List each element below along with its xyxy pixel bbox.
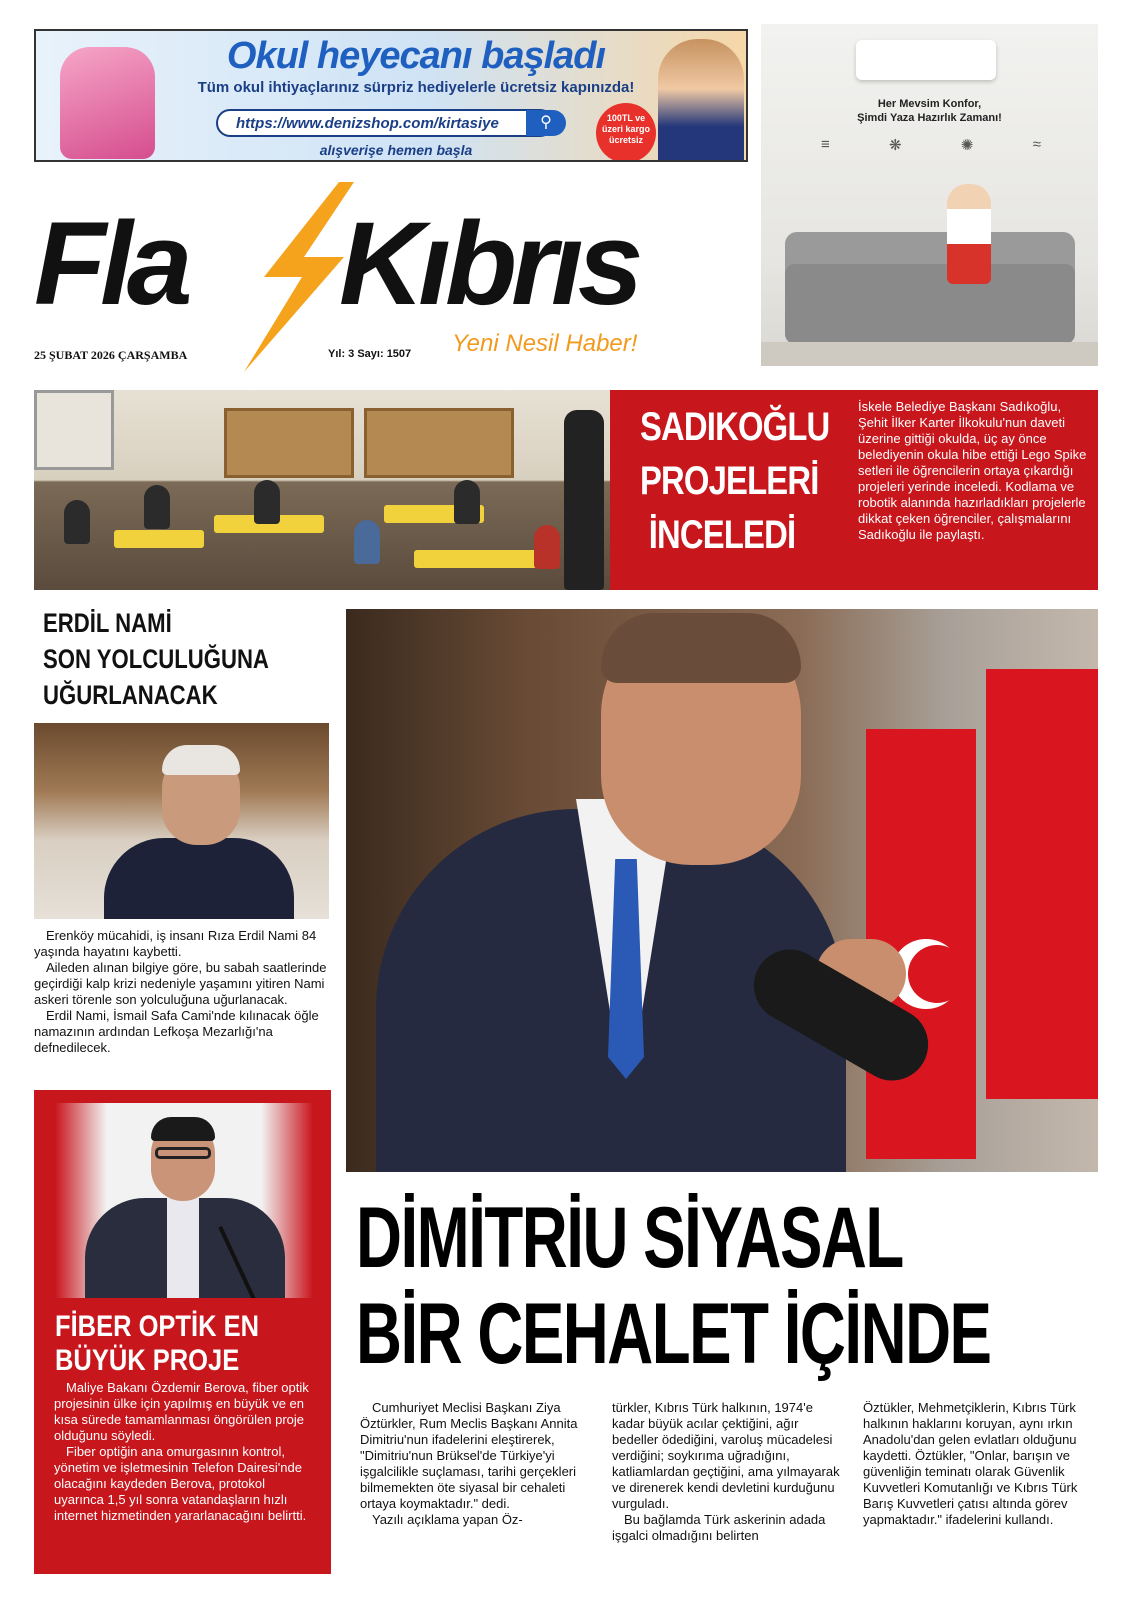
article-paragraph: Bu bağlamda Türk askerinin adada işgalci olmadığını belirten bbox=[612, 1512, 826, 1543]
fiber-headline[interactable] bbox=[55, 1310, 302, 1378]
schoolgirl-image bbox=[658, 39, 744, 162]
article-paragraph: Aileden alınan bilgiye göre, bu sabah saatlerinde geçirdiği kalp krizi nedeniyle yaşamını yitiren Nami askeri törenle son yolculuğuna uğurlanacak. bbox=[34, 960, 327, 1007]
main-article-column-3 bbox=[863, 1400, 1095, 1528]
main-article-column-2 bbox=[612, 1400, 844, 1544]
sadikoglu-article-text: İskele Belediye Başkanı Sadıkoğlu, Şehit İlker Karter İlkokulu'nun daveti üzerine gittiği okulda, üç ay önce belediyenin okula hibe ettiği Lego Spike setleri ile öğrencilerin ortaya çıkardığı projeleri yerinde inceledi. Kodlama ve robotik alanında hazırladıkları projelerle dikkat çeken öğrenciler, çalışmalarını Sadıkoğlu ile paylaştı. bbox=[858, 399, 1087, 542]
article-paragraph: Maliye Bakanı Özdemir Berova, fiber optik projesinin ülke için yapılmış en büyük ve en kısa sürede tamamlanması öngörülen proje olduğunu söyledi. bbox=[54, 1380, 309, 1443]
classroom-board bbox=[364, 408, 514, 478]
article-paragraph: türkler, Kıbrıs Türk halkının, 1974'e kadar büyük acılar çektiğini, ağır bedeller ödediğini, varoluş mücadelesi verdiğini; soykırıma uğradığını, katliamlardan geçtiğini, ama yılmayarak ve direnerek kendi devletini kurduğunu vurguladı. bbox=[612, 1400, 840, 1511]
ad-url-link[interactable]: https://www.denizshop.com/kirtasiye bbox=[216, 109, 554, 137]
headline-line: BÜYÜK PROJE bbox=[55, 1344, 240, 1377]
ac-ad-line1: Her Mevsim Konfor, bbox=[877, 98, 982, 110]
jumping-child-image bbox=[947, 184, 991, 284]
portrait-body bbox=[104, 838, 294, 919]
student bbox=[354, 520, 380, 564]
ac-ad-line2: Şimdi Yaza Hazırlık Zamanı! bbox=[857, 112, 1002, 124]
article-paragraph: Cumhuriyet Meclisi Başkanı Ziya Öztürkler, Rum Meclis Başkanı Annita Dimitriu'nun ifadelerini eleştirerek, "Dimitriu'nun Brüksel'de Türkiye'yi işgalcilikle suçlaması, tarihi gerçekleri bilmemekten öte siyasal bir cehaleti ortaya koymaktadır." dedi. bbox=[360, 1400, 578, 1511]
lego-table bbox=[114, 530, 204, 548]
logo-slogan: Yeni Nesil Haber! bbox=[452, 330, 638, 357]
berova-photo bbox=[55, 1103, 313, 1298]
article-paragraph: Yazılı açıklama yapan Öz- bbox=[372, 1512, 523, 1527]
issue-date: 25 ŞUBAT 2026 ÇARŞAMBA bbox=[34, 348, 188, 362]
headline-line: SON YOLCULUĞUNA bbox=[43, 644, 269, 674]
logo-text-part1: Fla bbox=[34, 198, 187, 330]
lego-table bbox=[414, 550, 544, 568]
headline-line: PROJELERİ bbox=[640, 459, 819, 503]
article-paragraph: Erdil Nami, İsmail Safa Cami'nde kılınacak öğle namazının ardından Lefkoşa Mezarlığı'na defnedilecek. bbox=[34, 1008, 319, 1055]
ac-feature-icons bbox=[821, 136, 1041, 154]
nami-headline[interactable] bbox=[43, 605, 281, 713]
headline-line: ERDİL NAMİ bbox=[43, 608, 172, 638]
headline-line: UĞURLANACAK bbox=[43, 680, 218, 710]
student bbox=[64, 500, 90, 544]
article-paragraph: Öztükler, Mehmetçiklerin, Kıbrıs Türk halkının haklarını koruyan, aynı ırkın Anadolu'dan gelen evlatları olduğunu kaydetti. Öztükler, "Onlar, barışın ve güvenliğin teminatı olarak Güvenlik Kuvvetleri Komutanlığı ve Kıbrıs Türk Barış Kuvvetleri çatısı altında görev yapmaktadır." ifadelerini kullandı. bbox=[863, 1400, 1078, 1527]
classroom-board bbox=[224, 408, 354, 478]
headline-line: DİMİTRİU SİYASAL bbox=[356, 1190, 903, 1286]
ad-title: Okul heyecanı başladı bbox=[226, 35, 606, 77]
teacher bbox=[564, 410, 604, 590]
turkish-flag bbox=[986, 669, 1098, 1099]
nami-portrait-photo bbox=[34, 723, 329, 919]
flag-crescent-cut bbox=[908, 945, 966, 1003]
logo-text-part2: Kıbrıs bbox=[339, 198, 638, 330]
student bbox=[534, 525, 560, 569]
sofa-seat-image bbox=[785, 264, 1075, 344]
classroom-photo bbox=[34, 390, 614, 590]
wifi-icon: ≈ bbox=[1032, 136, 1041, 153]
sadikoglu-headline[interactable] bbox=[640, 400, 830, 562]
fiber-article-text bbox=[54, 1380, 316, 1524]
main-story-photo bbox=[346, 609, 1098, 1172]
air-conditioner-ad[interactable] bbox=[761, 24, 1098, 366]
search-icon[interactable]: ⚲ bbox=[526, 110, 566, 136]
article-paragraph: Erenköy mücahidi, iş insanı Rıza Erdil Nami 84 yaşında hayatını kaybetti. bbox=[34, 928, 317, 959]
portrait-hair bbox=[151, 1117, 215, 1141]
headline-line: İNCELEDİ bbox=[648, 513, 796, 557]
speaker-hair bbox=[601, 613, 801, 683]
fan-icon: ❋ bbox=[889, 137, 902, 154]
student bbox=[454, 480, 480, 524]
headline-line: BİR CEHALET İÇİNDE bbox=[356, 1286, 991, 1382]
main-article-column-1 bbox=[360, 1400, 592, 1528]
ad-subtitle: Tüm okul ihtiyaçlarınız sürpriz hediyelerle ücretsiz kapınızda! bbox=[197, 79, 635, 96]
student bbox=[144, 485, 170, 529]
portrait-glasses bbox=[155, 1147, 211, 1159]
classroom-window bbox=[34, 390, 114, 470]
school-backpack-image bbox=[60, 47, 155, 159]
student bbox=[254, 480, 280, 524]
floor-image bbox=[761, 342, 1098, 366]
school-supplies-ad[interactable] bbox=[34, 29, 748, 162]
portrait-hair bbox=[162, 745, 240, 775]
article-paragraph: Fiber optiğin ana omurgasının kontrol, yönetim ve işletmesinin Telefon Dairesi'nde olacağını kaydeden Berova, protokol uyarınca 1,5 yıl sonra vatandaşların hızlı internet hizmetinden yararlanacağını belirtti. bbox=[54, 1444, 307, 1523]
nami-article-text bbox=[34, 928, 329, 1056]
headline-line: FİBER OPTİK EN bbox=[55, 1310, 260, 1343]
clean-icon: ✺ bbox=[960, 137, 974, 154]
airflow-icon: ≡ bbox=[821, 136, 830, 153]
ad-cta-link[interactable]: alışverişe hemen başla bbox=[319, 142, 473, 158]
portrait-shirt bbox=[167, 1198, 199, 1298]
issue-number: Yıl: 3 Sayı: 1507 bbox=[328, 348, 412, 360]
headline-line: SADIKOĞLU bbox=[640, 405, 830, 449]
free-shipping-badge: 100TL ve üzeri kargo ücretsiz bbox=[596, 103, 656, 162]
ac-unit-image bbox=[856, 40, 996, 80]
main-headline[interactable] bbox=[356, 1190, 991, 1382]
